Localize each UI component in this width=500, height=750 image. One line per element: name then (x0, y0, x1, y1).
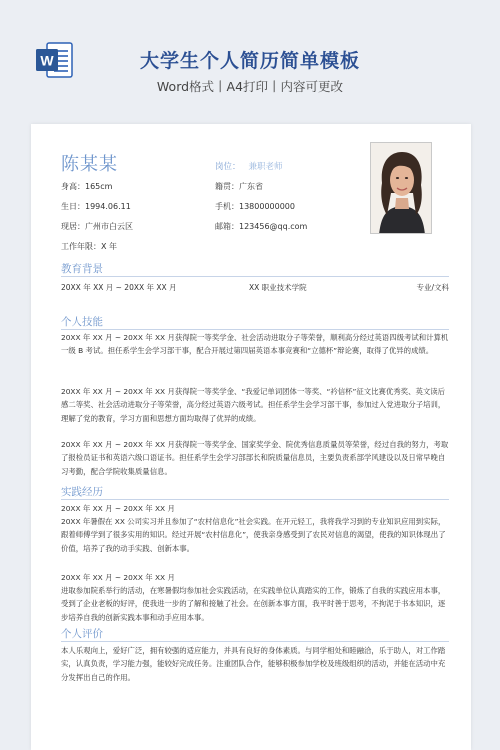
practice-2-text: 进取参加院系举行的活动，在寒暑假均参加社会实践活动，在实践单位认真踏实的工作，锻炼了自我的实践应用本事，受到了企业老板的好评，使我进一步的了解和接触了社会。在创新本事方面，我平时善于思考，不拘泥于书本知识，逐步培养自我的创新实践本事和动手应用本事。 (61, 586, 446, 622)
info-email: 邮箱：123456@qq.com (215, 222, 308, 231)
education-title: 教育背景 (61, 263, 103, 275)
skills-paragraph-3: 20XX 年 XX 月 ~ 20XX 年 XX 月获得院一等奖学金、国家奖学金、院优秀信息质量员等荣誉，经过自我的努力，考取了报检员证书和英语六级口语证书。担任系学生会学习部部长和院质量信息员，主要负责系部学风建设以及日常早晚自习考勤，配合学院收集质量信息。 (61, 440, 449, 476)
info-residence: 现居：广州市白云区 (61, 222, 133, 231)
position-label: 岗位： (215, 162, 241, 172)
info-height: 身高：165cm (61, 182, 113, 191)
evaluation-text: 本人乐观向上，爱好广泛，拥有较强的适应能力，并具有良好的身体素质。与同学相处和睦融洽，乐于助人，对工作踏实，认真负责，学习能力强，能较好完成任务。注重团队合作，能够积极参加学校及班级组织的活动，并能在活动中充分发挥出自己的作用。 (61, 646, 446, 682)
portrait-image (371, 143, 432, 234)
resume-sheet (31, 124, 471, 750)
info-experience: 工作年限：X 年 (61, 242, 118, 251)
skills-divider (61, 329, 449, 330)
education-period: 20XX 年 XX 月 ~ 20XX 年 XX 月 (61, 283, 177, 292)
evaluation-divider (61, 641, 449, 642)
skills-paragraph-1: 20XX 年 XX 月 ~ 20XX 年 XX 月获得院一等奖学金、社会活动进取分子等荣誉，顺利高分经过英语四级考试和计算机一级 B 考试。担任系学生会学习部干事，配合开展过第四届英语本事竞赛和“立德杯”辩论赛，取得了优异的成绩。 (61, 333, 449, 356)
info-birthday: 生日：1994.06.11 (61, 202, 131, 211)
practice-1-text: 20XX 年暑假在 XX 公司实习并且参加了“农村信息化”社会实践。在开元轻工，我将我学习到的专业知识应用到实际，跟着师傅学到了很多实用的知识。经过开展“农村信息化”，使我亲身感受到了农民对信息的渴望，使我的知识体现出了价值，培养了我的动手实践、创新本事。 (61, 517, 446, 553)
position-field (215, 160, 283, 172)
page-title: 大学生个人简历简单模板 (139, 50, 360, 72)
practice-1-period: 20XX 年 XX 月 ~ 20XX 年 XX 月 (61, 504, 175, 513)
education-divider (61, 276, 449, 277)
resume-name: 陈某某 (61, 154, 118, 175)
page-subtitle: Word格式丨A4打印丨内容可更改 (156, 79, 344, 94)
profile-photo (370, 142, 432, 234)
evaluation-title: 个人评价 (61, 628, 103, 640)
practice-title: 实践经历 (61, 486, 103, 498)
education-major: 专业/文科 (416, 283, 449, 292)
practice-2-period: 20XX 年 XX 月 ~ 20XX 年 XX 月 (61, 573, 175, 582)
practice-divider (61, 499, 449, 500)
education-school: XX 职业技术学院 (249, 283, 307, 292)
position-value: 兼职老师 (248, 162, 283, 172)
info-hometown: 籍贯：广东省 (215, 182, 263, 191)
skills-title: 个人技能 (61, 316, 103, 328)
svg-text:W: W (40, 52, 54, 69)
header-banner (0, 0, 500, 112)
skills-paragraph-2: 20XX 年 XX 月 ~ 20XX 年 XX 月获得院一等奖学金、“我爱记单词团体一等奖、“衿信杯”征文比赛优秀奖、英文读后感二等奖、社会活动进取分子等荣誉，高分经过英语六级考试。担任系学生会学习部干事，参加过入党进取分子培训，理解了党的教育，学习方面和思想方面均取得了优异的成绩。 (61, 387, 446, 423)
info-phone: 手机：13800000000 (215, 202, 295, 211)
